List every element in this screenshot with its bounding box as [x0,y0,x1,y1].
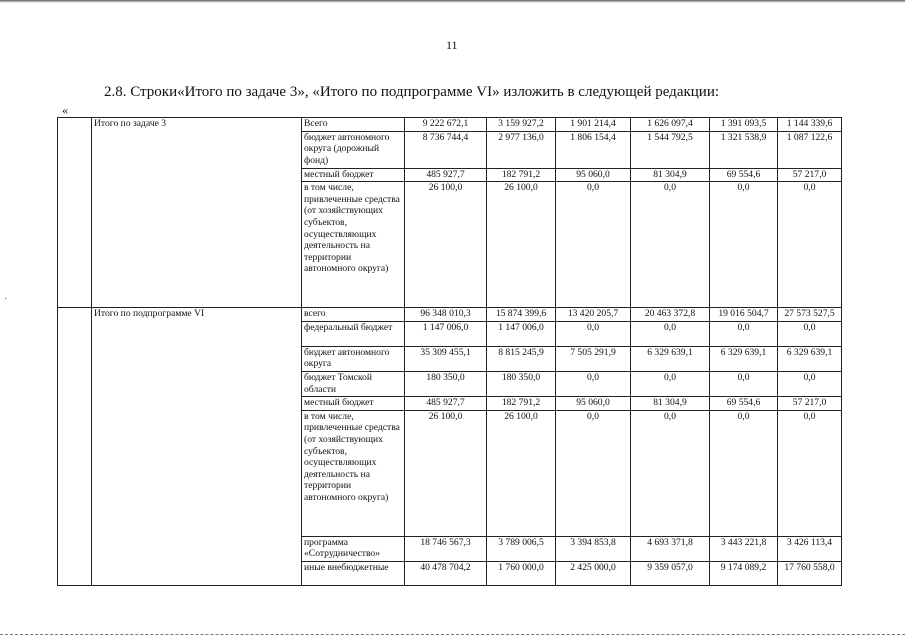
value-cell: 9 174 089,2 [710,561,778,585]
value-cell: 0,0 [778,371,842,396]
blank-cell [58,308,92,586]
opening-quote: « [62,103,68,117]
value-cell: 17 760 558,0 [778,561,842,585]
value-cell: 182 791,2 [487,397,556,411]
value-cell: 485 927,7 [405,397,487,411]
value-cell: 40 478 704,2 [405,561,487,585]
value-cell: 0,0 [556,182,631,308]
blank-cell [58,118,92,308]
value-cell: 6 329 639,1 [631,346,710,371]
row-label: Всего [302,118,405,132]
value-cell: 0,0 [710,182,778,308]
value-cell: 27 573 527,5 [778,308,842,322]
value-cell: 20 463 372,8 [631,308,710,322]
value-cell: 3 443 221,8 [710,536,778,561]
value-cell: 2 425 000,0 [556,561,631,585]
value-cell: 6 329 639,1 [778,346,842,371]
row-label: бюджет автономного округа [302,346,405,371]
value-cell: 69 554,6 [710,397,778,411]
value-cell: 26 100,0 [487,410,556,536]
row-label: в том числе, привлеченные средства (от хозяйствующих субъектов, осуществляющих деятельность на территории автономного округа) [302,182,405,308]
value-cell: 0,0 [710,321,778,346]
value-cell: 0,0 [778,321,842,346]
row-label: всего [302,308,405,322]
value-cell: 1 147 006,0 [487,321,556,346]
budget-table [57,117,842,586]
value-cell: 1 087 122,6 [778,131,842,168]
value-cell: 6 329 639,1 [710,346,778,371]
value-cell: 0,0 [556,410,631,536]
value-cell: 0,0 [556,321,631,346]
value-cell: 0,0 [631,371,710,396]
scan-top-edge [0,0,905,3]
value-cell: 26 100,0 [487,182,556,308]
value-cell: 3 159 927,2 [487,118,556,132]
value-cell: 9 222 672,1 [405,118,487,132]
value-cell: 1 321 538,9 [710,131,778,168]
value-cell: 81 304,9 [631,168,710,182]
row-label: бюджет автономного округа (дорожный фонд) [302,131,405,168]
row-label: иные внебюджетные [302,561,405,585]
value-cell: 96 348 010,3 [405,308,487,322]
margin-mark: · [4,294,8,305]
value-cell: 19 016 504,7 [710,308,778,322]
row-label: программа «Сотрудничество» [302,536,405,561]
value-cell: 1 544 792,5 [631,131,710,168]
value-cell: 57 217,0 [778,168,842,182]
value-cell: 0,0 [778,182,842,308]
value-cell: 0,0 [631,410,710,536]
page-number: 11 [446,38,458,52]
row-label: федеральный бюджет [302,321,405,346]
value-cell: 15 874 399,6 [487,308,556,322]
value-cell: 8 736 744,4 [405,131,487,168]
value-cell: 1 147 006,0 [405,321,487,346]
value-cell: 7 505 291,9 [556,346,631,371]
value-cell: 95 060,0 [556,397,631,411]
row-label: местный бюджет [302,397,405,411]
value-cell: 3 394 853,8 [556,536,631,561]
row-label: бюджет Томской области [302,371,405,396]
value-cell: 35 309 455,1 [405,346,487,371]
row-title-subprogram-vi: Итого по подпрограмме VI [92,308,302,586]
value-cell: 1 391 093,5 [710,118,778,132]
value-cell: 0,0 [710,371,778,396]
value-cell: 0,0 [556,371,631,396]
value-cell: 0,0 [631,182,710,308]
value-cell: 1 901 214,4 [556,118,631,132]
value-cell: 182 791,2 [487,168,556,182]
table-row [58,118,842,132]
value-cell: 3 426 113,4 [778,536,842,561]
table-row [58,308,842,322]
value-cell: 1 760 000,0 [487,561,556,585]
value-cell: 1 144 339,6 [778,118,842,132]
row-label: местный бюджет [302,168,405,182]
row-title-task3: Итого по задаче 3 [92,118,302,308]
value-cell: 0,0 [631,321,710,346]
value-cell: 26 100,0 [405,182,487,308]
value-cell: 180 350,0 [405,371,487,396]
value-cell: 57 217,0 [778,397,842,411]
scan-bottom-edge [0,634,905,638]
value-cell: 180 350,0 [487,371,556,396]
value-cell: 95 060,0 [556,168,631,182]
value-cell: 18 746 567,3 [405,536,487,561]
value-cell: 1 626 097,4 [631,118,710,132]
value-cell: 13 420 205,7 [556,308,631,322]
section-heading: 2.8. Строки«Итого по задаче 3», «Итого по подпрограмме VI» изложить в следующей редакции: [104,84,720,100]
value-cell: 485 927,7 [405,168,487,182]
value-cell: 4 693 371,8 [631,536,710,561]
value-cell: 0,0 [778,410,842,536]
value-cell: 69 554,6 [710,168,778,182]
value-cell: 81 304,9 [631,397,710,411]
value-cell: 8 815 245,9 [487,346,556,371]
row-label: в том числе, привлеченные средства (от хозяйствующих субъектов, осуществляющих деятельность на территории автономного округа) [302,410,405,536]
value-cell: 9 359 057,0 [631,561,710,585]
value-cell: 3 789 006,5 [487,536,556,561]
value-cell: 26 100,0 [405,410,487,536]
value-cell: 0,0 [710,410,778,536]
value-cell: 1 806 154,4 [556,131,631,168]
value-cell: 2 977 136,0 [487,131,556,168]
